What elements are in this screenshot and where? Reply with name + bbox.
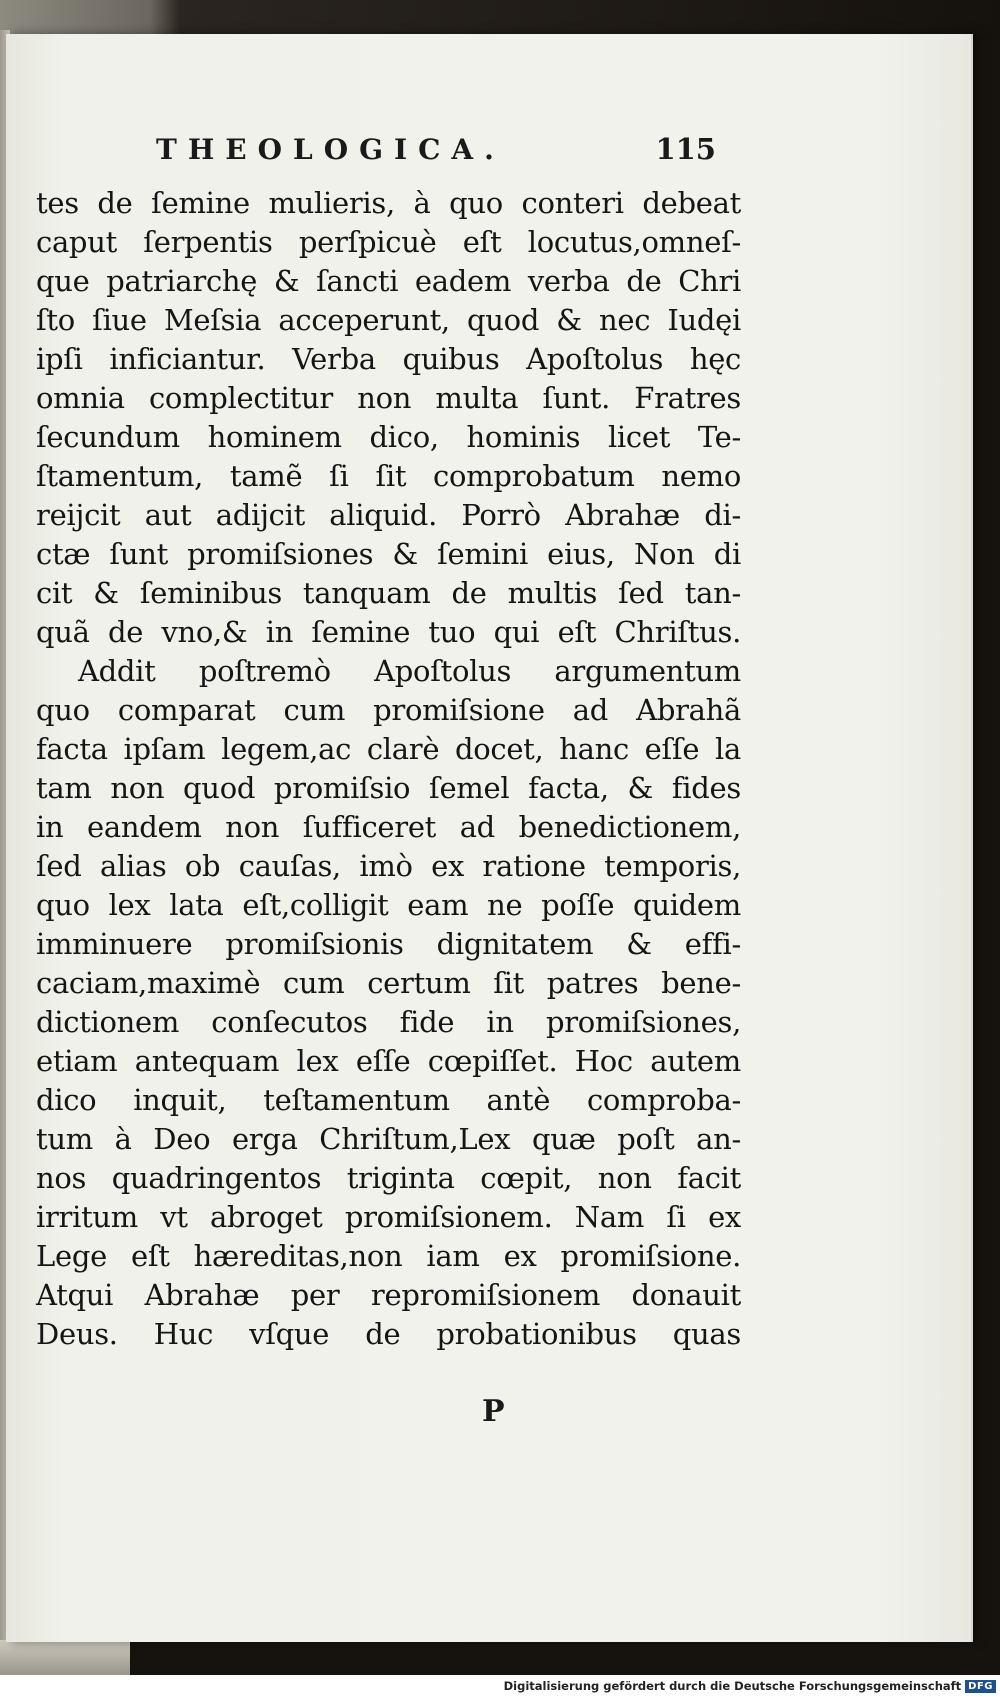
text-line: tum à Deo erga Chriſtum,Lex quæ poſt an-	[36, 1122, 741, 1156]
text-line: tes de ſemine mulieris, à quo conteri debeat	[36, 186, 741, 220]
text-line: ſtamentum, tamẽ ſi ſit comprobatum nemo	[36, 459, 741, 493]
text-line: cit & ſeminibus tanquam de multis ſed tan-	[36, 576, 741, 610]
text-line: quo lex lata eſt,colligit eam ne poſſe quidem	[36, 888, 741, 922]
text-line: in eandem non ſufficeret ad benedictionem,	[36, 810, 741, 844]
text-line: ctæ ſunt promiſsiones & ſemini eius, Non di	[36, 537, 741, 571]
text-line: caput ſerpentis perſpicuè eſt locutus,omneſ-	[36, 225, 741, 259]
text-line: irritum vt abroget promiſsionem. Nam ſi ex	[36, 1200, 741, 1234]
text-line: omnia complectitur non multa ſunt. Fratres	[36, 381, 741, 415]
digitization-footer	[0, 1675, 1000, 1697]
text-line: caciam,maximè cum certum ſit patres bene-	[36, 966, 741, 1000]
body-text	[36, 184, 741, 1354]
text-line: que patriarchę & ſancti eadem verba de Chri	[36, 264, 741, 298]
text-line: ipſi inficiantur. Verba quibus Apoſtolus hęc	[36, 342, 741, 376]
text-line: nos quadringentos triginta cœpit, non facit	[36, 1161, 741, 1195]
text-line: quã de vno,& in ſemine tuo qui eſt Chriſtus.	[36, 615, 741, 649]
text-line: dico inquit, teſtamentum antè comproba-	[36, 1083, 741, 1117]
text-line: facta ipſam legem,ac clarè docet, hanc eſſe la	[36, 732, 741, 766]
book-page	[6, 34, 973, 1642]
page-header	[156, 132, 716, 176]
text-line: ſecundum hominem dico, hominis licet Te-	[36, 420, 741, 454]
paragraph-start-line: Addit poſtremò Apoſtolus argumentum	[78, 654, 741, 688]
text-line: dictionem conſecutos fide in promiſsiones,	[36, 1005, 741, 1039]
text-line: tam non quod promiſsio ſemel facta, & fides	[36, 771, 741, 805]
dfg-logo: DFG	[965, 1680, 996, 1693]
text-line: quo comparat cum promiſsione ad Abrahã	[36, 693, 741, 727]
running-title: THEOLOGICA.	[156, 133, 505, 166]
text-line: ſed alias ob cauſas, imò ex ratione temporis,	[36, 849, 741, 883]
text-line: reijcit aut adijcit aliquid. Porrò Abrahæ di-	[36, 498, 741, 532]
scanner-bottom-edge	[0, 1640, 130, 1675]
page-number: 115	[655, 132, 716, 166]
signature-mark: P	[482, 1394, 505, 1429]
text-line: etiam antequam lex eſſe cœpiſſet. Hoc autem	[36, 1044, 741, 1078]
text-line: Lege eſt hæreditas,non iam ex promiſsione.	[36, 1239, 741, 1273]
text-line: ſto ſiue Meſsia acceperunt, quod & nec Iudęi	[36, 303, 741, 337]
text-line: Deus. Huc vſque de probationibus quas	[36, 1317, 741, 1351]
funding-credit: Digitalisierung gefördert durch die Deutsche Forschungsgemeinschaft	[503, 1679, 962, 1693]
text-line: imminuere promiſsionis dignitatem & effi-	[36, 927, 741, 961]
text-line: Atqui Abrahæ per repromiſsionem donauit	[36, 1278, 741, 1312]
